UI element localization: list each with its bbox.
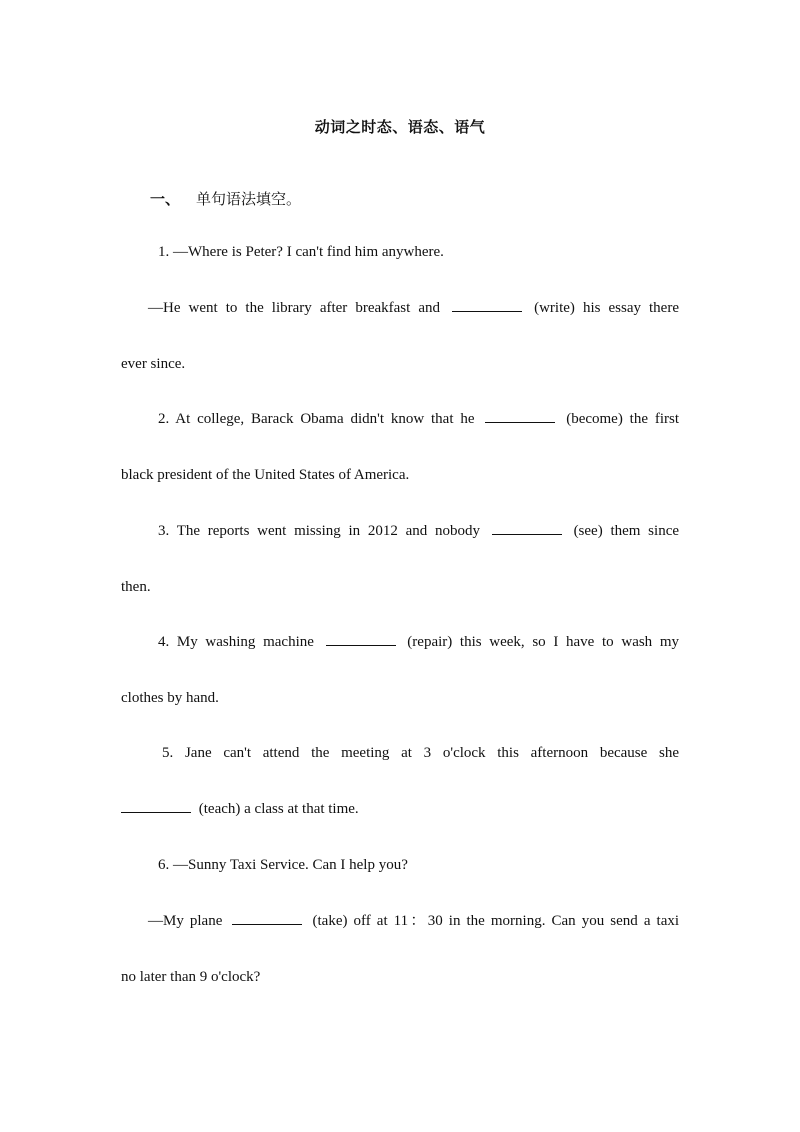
q3-text: 3. The reports went missing in 2012 and nobody (158, 523, 481, 539)
q1-blank[interactable] (452, 298, 522, 312)
q2-line1 (158, 409, 679, 429)
q1-answer-line (148, 298, 679, 318)
q6-verb-hint: (take) off at 11：30 in the morning. Can you send a taxi (312, 913, 680, 929)
section-label: 单句语法填空。 (196, 190, 302, 208)
q4-continuation: clothes by hand. (121, 690, 219, 706)
q5-verb-hint: (teach) a class at that time. (198, 801, 359, 817)
q3-line1 (158, 521, 679, 541)
q3-blank[interactable] (492, 521, 562, 535)
q6-answer-text: —My plane (148, 913, 223, 929)
q1-verb-hint: (write) his essay there (534, 300, 679, 316)
q6-answer-line (148, 911, 679, 931)
q3-verb-hint: (see) them since (573, 523, 680, 539)
q5-line1: 5. Jane can't attend the meeting at 3 o'clock this afternoon because she (162, 745, 679, 761)
section-number: 一、 (150, 190, 181, 208)
q2-text: 2. At college, Barack Obama didn't know that he (158, 411, 475, 427)
q5-blank[interactable] (121, 799, 191, 813)
q4-text: 4. My washing machine (158, 634, 314, 650)
q6-continuation: no later than 9 o'clock? (121, 969, 261, 985)
q4-line1 (158, 632, 679, 652)
q5-line2 (121, 799, 359, 819)
q6-question-line: 6. —Sunny Taxi Service. Can I help you? (158, 857, 408, 873)
q2-verb-hint: (become) the first (566, 411, 680, 427)
q4-verb-hint: (repair) this week, so I have to wash my (407, 634, 680, 650)
section-heading (150, 188, 301, 209)
q1-answer-text: —He went to the library after breakfast and (148, 300, 440, 316)
q6-blank[interactable] (232, 911, 302, 925)
q2-blank[interactable] (485, 409, 555, 423)
q2-continuation: black president of the United States of America. (121, 467, 410, 483)
page-title: 动词之时态、语态、语气 (314, 118, 486, 136)
q1-question-line: 1. —Where is Peter? I can't find him anywhere. (158, 244, 444, 260)
q3-continuation: then. (121, 579, 151, 595)
q4-blank[interactable] (326, 632, 396, 646)
q1-continuation: ever since. (121, 356, 186, 372)
